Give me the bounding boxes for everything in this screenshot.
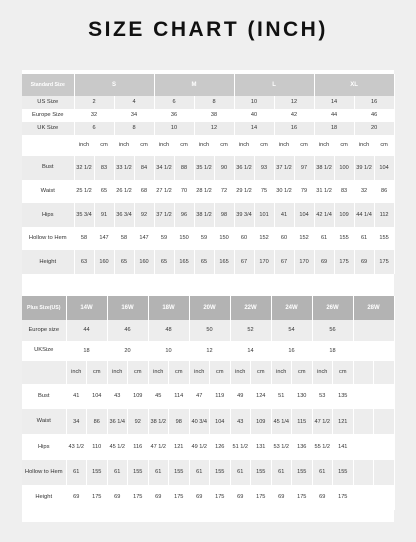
measurement-value: 175 [333, 485, 354, 510]
measurement-value: 61 [66, 460, 87, 485]
measurement-label: Hollow to Hem [22, 227, 74, 251]
size-header-cell: 18W [148, 296, 189, 320]
measurement-value: 27 1/2 [154, 180, 174, 204]
measurement-value: 61 [271, 460, 292, 485]
units-row-label [22, 361, 66, 384]
row-label: US Size [22, 96, 74, 109]
measurement-value: 98 [169, 409, 190, 434]
size-header-label: Standard Size [22, 74, 74, 96]
size-value-cell: 8 [114, 122, 154, 135]
measurement-value: 112 [374, 203, 394, 227]
measurement-value: 61 [312, 460, 333, 485]
measurement-value: 72 [214, 180, 234, 204]
measurement-value: 45 1/2 [107, 434, 128, 459]
measurement-value: 155 [333, 460, 354, 485]
measurement-value: 69 [312, 485, 333, 510]
measurement-value: 98 [214, 203, 234, 227]
measurement-value: 36 1/4 [107, 409, 128, 434]
row-label: UK Size [22, 122, 74, 135]
measurement-value: 61 [107, 460, 128, 485]
measurement-value: 150 [174, 227, 194, 251]
unit-cell: cm [94, 135, 114, 156]
measurement-value: 39 3/4 [234, 203, 254, 227]
unit-cell: inch [114, 135, 134, 156]
measurement-value: 69 [354, 250, 374, 274]
size-value-cell: 46 [107, 320, 148, 341]
measurement-value: 69 [271, 485, 292, 510]
size-value-cell: 56 [312, 320, 353, 341]
measurement-value: 36 1/2 [234, 156, 254, 180]
measurement-value: 152 [294, 227, 314, 251]
size-conversion-row [22, 341, 394, 362]
measurement-value: 131 [251, 434, 272, 459]
size-value-cell: 10 [154, 122, 194, 135]
measurement-value: 45 1/4 [271, 409, 292, 434]
measurement-value: 175 [210, 485, 231, 510]
measurement-value: 84 [134, 156, 154, 180]
measurement-value: 86 [374, 180, 394, 204]
measurement-value: 61 [230, 460, 251, 485]
size-conversion-row [22, 96, 394, 109]
size-value-cell: 10 [234, 96, 274, 109]
measurement-value: 83 [94, 156, 114, 180]
size-value-cell: 42 [274, 109, 314, 122]
measurement-value: 25 1/2 [74, 180, 94, 204]
size-header-cell: S [74, 74, 154, 96]
measurement-value: 104 [374, 156, 394, 180]
measurement-value: 47 [189, 384, 210, 409]
size-value-cell: 52 [230, 320, 271, 341]
measurement-value [353, 485, 374, 510]
measurement-value: 175 [128, 485, 149, 510]
measurement-value [353, 460, 374, 485]
measurement-value: 69 [66, 485, 87, 510]
measurement-value: 86 [87, 409, 108, 434]
unit-cell [374, 361, 395, 384]
unit-cell: cm [128, 361, 149, 384]
size-header-cell: 22W [230, 296, 271, 320]
unit-cell: inch [148, 361, 169, 384]
measurement-value: 170 [294, 250, 314, 274]
measurement-value: 38 1/2 [148, 409, 169, 434]
size-value-cell: 46 [354, 109, 394, 122]
measurement-value: 109 [334, 203, 354, 227]
measurement-value: 61 [314, 227, 334, 251]
measurement-value: 67 [234, 250, 254, 274]
measurement-row [22, 434, 394, 459]
measurement-value: 55 1/2 [312, 434, 333, 459]
size-header-cell: 24W [271, 296, 312, 320]
size-value-cell: 16 [274, 122, 314, 135]
measurement-value: 39 1/2 [354, 156, 374, 180]
unit-cell: cm [210, 361, 231, 384]
unit-cell: inch [189, 361, 210, 384]
measurement-value: 65 [194, 250, 214, 274]
measurement-value: 116 [128, 434, 149, 459]
measurement-value: 34 [66, 409, 87, 434]
size-value-cell [353, 320, 394, 341]
measurement-value [374, 409, 395, 434]
measurement-value: 53 1/2 [271, 434, 292, 459]
unit-cell: cm [334, 135, 354, 156]
measurement-value: 44 1/4 [354, 203, 374, 227]
measurement-value: 175 [169, 485, 190, 510]
measurement-value: 97 [294, 156, 314, 180]
size-value-cell: 20 [354, 122, 394, 135]
measurement-label: Waist [22, 180, 74, 204]
measurement-label: Bust [22, 156, 74, 180]
measurement-value: 43 [230, 409, 251, 434]
measurement-value: 42 1/4 [314, 203, 334, 227]
unit-cell [353, 361, 374, 384]
measurement-value: 155 [87, 460, 108, 485]
measurement-value: 26 1/2 [114, 180, 134, 204]
measurement-value: 155 [374, 227, 394, 251]
unit-cell: cm [333, 361, 354, 384]
size-value-cell: 18 [314, 122, 354, 135]
measurement-value: 155 [210, 460, 231, 485]
measurement-value: 90 [214, 156, 234, 180]
measurement-value: 49 [230, 384, 251, 409]
size-value-cell: 16 [354, 96, 394, 109]
size-value-cell: 16 [271, 341, 312, 362]
size-value-cell: 50 [189, 320, 230, 341]
page-title: SIZE CHART (INCH) [88, 18, 328, 41]
measurement-row [22, 250, 394, 274]
measurement-value: 49 1/2 [189, 434, 210, 459]
measurement-value: 70 [174, 180, 194, 204]
measurement-value: 152 [254, 227, 274, 251]
row-label: UKSize [22, 341, 66, 362]
measurement-value [374, 485, 395, 510]
unit-cell: inch [230, 361, 251, 384]
unit-cell: inch [234, 135, 254, 156]
measurement-value: 175 [251, 485, 272, 510]
size-value-cell [353, 341, 394, 362]
row-label: Europe size [22, 320, 66, 341]
measurement-value: 65 [114, 250, 134, 274]
size-value-cell: 20 [107, 341, 148, 362]
size-value-cell: 38 [194, 109, 234, 122]
measurement-value: 124 [251, 384, 272, 409]
size-value-cell: 14 [230, 341, 271, 362]
size-value-cell: 6 [154, 96, 194, 109]
size-value-cell: 36 [154, 109, 194, 122]
size-header-row [22, 74, 394, 96]
measurement-value: 35 3/4 [74, 203, 94, 227]
measurement-value: 160 [94, 250, 114, 274]
unit-cell: cm [294, 135, 314, 156]
measurement-value: 65 [94, 180, 114, 204]
measurement-value: 32 1/2 [74, 156, 94, 180]
measurement-value: 31 1/2 [314, 180, 334, 204]
measurement-row [22, 203, 394, 227]
units-row [22, 361, 394, 384]
measurement-value: 36 3/4 [114, 203, 134, 227]
size-header-cell: M [154, 74, 234, 96]
unit-cell: inch [274, 135, 294, 156]
measurement-value: 32 [354, 180, 374, 204]
measurement-label: Height [22, 250, 74, 274]
measurement-value: 43 [107, 384, 128, 409]
size-header-cell: 16W [107, 296, 148, 320]
measurement-value: 92 [128, 409, 149, 434]
measurement-value: 67 [274, 250, 294, 274]
size-value-cell: 32 [74, 109, 114, 122]
measurement-value: 110 [87, 434, 108, 459]
measurement-row [22, 485, 394, 510]
measurement-value: 59 [194, 227, 214, 251]
unit-cell: cm [251, 361, 272, 384]
measurement-label: Waist [22, 409, 66, 434]
measurement-value: 91 [94, 203, 114, 227]
standard-size-table [22, 74, 395, 274]
measurement-value: 29 1/2 [234, 180, 254, 204]
measurement-row [22, 156, 394, 180]
measurement-value: 93 [254, 156, 274, 180]
size-value-cell: 14 [314, 96, 354, 109]
measurement-value: 59 [154, 227, 174, 251]
size-value-cell: 12 [274, 96, 314, 109]
size-value-cell: 8 [194, 96, 234, 109]
measurement-value: 109 [251, 409, 272, 434]
unit-cell: inch [314, 135, 334, 156]
measurement-value: 170 [254, 250, 274, 274]
measurement-value: 130 [292, 384, 313, 409]
row-label: Europe Size [22, 109, 74, 122]
size-value-cell: 12 [189, 341, 230, 362]
measurement-value: 47 1/2 [148, 434, 169, 459]
size-value-cell: 12 [194, 122, 234, 135]
measurement-value: 155 [169, 460, 190, 485]
units-row-label [22, 135, 74, 156]
size-header-cell: 26W [312, 296, 353, 320]
measurement-value: 160 [134, 250, 154, 274]
measurement-value: 175 [87, 485, 108, 510]
measurement-value: 155 [334, 227, 354, 251]
measurement-value: 40 3/4 [189, 409, 210, 434]
size-header-row [22, 296, 394, 320]
measurement-value: 136 [292, 434, 313, 459]
measurement-value: 150 [214, 227, 234, 251]
size-header-cell: L [234, 74, 314, 96]
measurement-row [22, 384, 394, 409]
measurement-value [353, 384, 374, 409]
unit-cell: inch [107, 361, 128, 384]
measurement-value: 119 [210, 384, 231, 409]
unit-cell: inch [66, 361, 87, 384]
measurement-value: 61 [148, 460, 169, 485]
size-value-cell: 44 [314, 109, 354, 122]
unit-cell: inch [271, 361, 292, 384]
measurement-row [22, 409, 394, 434]
measurement-value: 51 1/2 [230, 434, 251, 459]
measurement-value: 83 [334, 180, 354, 204]
measurement-value: 37 1/2 [154, 203, 174, 227]
size-value-cell: 48 [148, 320, 189, 341]
measurement-value [374, 434, 395, 459]
measurement-value: 165 [174, 250, 194, 274]
measurement-value: 33 1/2 [114, 156, 134, 180]
measurement-value [374, 460, 395, 485]
measurement-value: 109 [128, 384, 149, 409]
measurement-value: 51 [271, 384, 292, 409]
measurement-label: Bust [22, 384, 66, 409]
measurement-row [22, 227, 394, 251]
measurement-value: 147 [134, 227, 154, 251]
measurement-value: 58 [114, 227, 134, 251]
measurement-value: 69 [107, 485, 128, 510]
measurement-value: 34 1/2 [154, 156, 174, 180]
size-value-cell: 18 [312, 341, 353, 362]
unit-cell: cm [134, 135, 154, 156]
measurement-value: 147 [94, 227, 114, 251]
measurement-value: 38 1/2 [194, 203, 214, 227]
measurement-label: Hollow to Hem [22, 460, 66, 485]
unit-cell: cm [214, 135, 234, 156]
measurement-value: 28 1/2 [194, 180, 214, 204]
size-chart-sheet [22, 70, 394, 522]
measurement-value: 35 1/2 [194, 156, 214, 180]
measurement-value: 126 [210, 434, 231, 459]
size-value-cell: 2 [74, 96, 114, 109]
unit-cell: inch [154, 135, 174, 156]
measurement-value: 69 [314, 250, 334, 274]
unit-cell: inch [74, 135, 94, 156]
measurement-value: 69 [189, 485, 210, 510]
unit-cell: cm [292, 361, 313, 384]
size-conversion-row [22, 122, 394, 135]
measurement-value: 65 [154, 250, 174, 274]
size-value-cell: 6 [74, 122, 114, 135]
measurement-value: 96 [174, 203, 194, 227]
measurement-value: 121 [169, 434, 190, 459]
measurement-value: 155 [128, 460, 149, 485]
size-value-cell: 18 [66, 341, 107, 362]
measurement-value: 69 [230, 485, 251, 510]
measurement-value: 101 [254, 203, 274, 227]
measurement-value: 75 [254, 180, 274, 204]
measurement-value: 53 [312, 384, 333, 409]
size-header-cell: 14W [66, 296, 107, 320]
measurement-value: 175 [292, 485, 313, 510]
measurement-value [374, 384, 395, 409]
measurement-value [353, 409, 374, 434]
unit-cell: cm [169, 361, 190, 384]
size-conversion-row [22, 109, 394, 122]
measurement-value: 60 [234, 227, 254, 251]
measurement-row [22, 460, 394, 485]
unit-cell: inch [194, 135, 214, 156]
measurement-value: 79 [294, 180, 314, 204]
measurement-value: 41 [66, 384, 87, 409]
size-header-cell: 20W [189, 296, 230, 320]
measurement-value: 69 [148, 485, 169, 510]
measurement-value: 60 [274, 227, 294, 251]
measurement-value: 45 [148, 384, 169, 409]
measurement-value: 175 [374, 250, 394, 274]
size-conversion-row [22, 320, 394, 341]
unit-cell: cm [254, 135, 274, 156]
measurement-value: 68 [134, 180, 154, 204]
measurement-row [22, 180, 394, 204]
size-header-label: Plus Size(US) [22, 296, 66, 320]
measurement-value: 175 [334, 250, 354, 274]
size-value-cell: 54 [271, 320, 312, 341]
measurement-value: 63 [74, 250, 94, 274]
measurement-value: 104 [294, 203, 314, 227]
measurement-value: 61 [189, 460, 210, 485]
size-value-cell: 14 [234, 122, 274, 135]
measurement-value: 37 1/2 [274, 156, 294, 180]
size-value-cell: 34 [114, 109, 154, 122]
measurement-value [353, 434, 374, 459]
measurement-label: Hips [22, 434, 66, 459]
measurement-value: 155 [292, 460, 313, 485]
measurement-label: Height [22, 485, 66, 510]
size-header-cell: XL [314, 74, 394, 96]
measurement-value: 38 1/2 [314, 156, 334, 180]
measurement-value: 135 [333, 384, 354, 409]
measurement-value: 43 1/2 [66, 434, 87, 459]
size-header-cell: 28W [353, 296, 394, 320]
size-value-cell: 40 [234, 109, 274, 122]
measurement-value: 41 [274, 203, 294, 227]
unit-cell: inch [312, 361, 333, 384]
measurement-value: 30 1/2 [274, 180, 294, 204]
size-value-cell: 10 [148, 341, 189, 362]
unit-cell: cm [174, 135, 194, 156]
measurement-value: 100 [334, 156, 354, 180]
plus-size-table [22, 296, 395, 510]
measurement-value: 104 [87, 384, 108, 409]
measurement-value: 104 [210, 409, 231, 434]
unit-cell: inch [354, 135, 374, 156]
size-value-cell: 44 [66, 320, 107, 341]
measurement-value: 92 [134, 203, 154, 227]
unit-cell: cm [374, 135, 394, 156]
size-value-cell: 4 [114, 96, 154, 109]
measurement-value: 141 [333, 434, 354, 459]
measurement-value: 61 [354, 227, 374, 251]
measurement-value: 114 [169, 384, 190, 409]
measurement-value: 115 [292, 409, 313, 434]
measurement-value: 47 1/2 [312, 409, 333, 434]
units-row [22, 135, 394, 156]
measurement-value: 121 [333, 409, 354, 434]
measurement-value: 58 [74, 227, 94, 251]
measurement-value: 165 [214, 250, 234, 274]
unit-cell: cm [87, 361, 108, 384]
measurement-label: Hips [22, 203, 74, 227]
measurement-value: 88 [174, 156, 194, 180]
measurement-value: 155 [251, 460, 272, 485]
